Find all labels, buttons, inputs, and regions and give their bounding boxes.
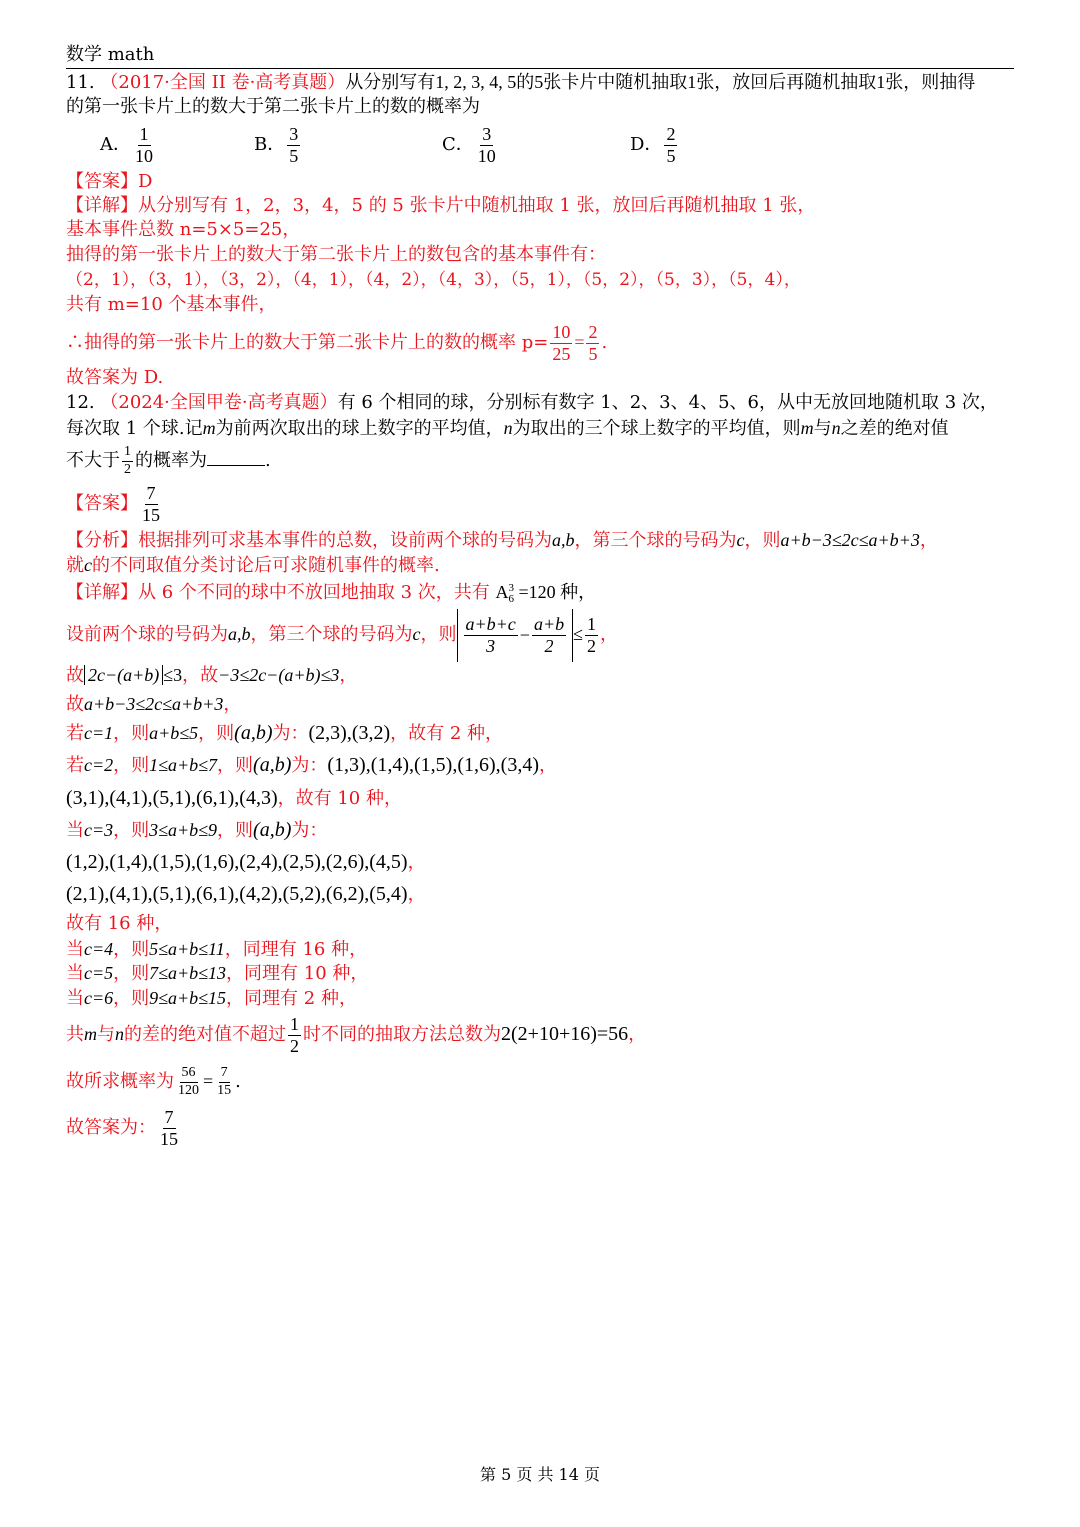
inequality: −3≤2c−(a+b)≤3 [218, 665, 340, 685]
fraction-numerator: 1 [587, 613, 596, 634]
var-ab: a,b [228, 624, 251, 644]
fraction-numerator: 1 [139, 123, 149, 144]
q11-stem-num: 1 [876, 72, 886, 92]
q11-option-d [630, 121, 679, 169]
q12-detail-line4 [66, 692, 241, 717]
detail-text: ，故有 10 种， [277, 788, 402, 809]
fraction [215, 1065, 233, 1098]
detail-text: ，则 [217, 820, 254, 841]
fraction [464, 614, 518, 656]
detail-text: ，则 [217, 755, 254, 776]
detail-text: ， [407, 852, 426, 873]
fraction [586, 322, 599, 364]
detail-text: ， [407, 884, 426, 905]
equals-sign: = [203, 1071, 214, 1091]
q12-stem-text: 每次取 1 个球.记 [66, 418, 203, 439]
detail-text: 当 [66, 988, 84, 1009]
case-c3-total: 故有 16 种， [66, 913, 173, 934]
case-c3-pairs1 [66, 850, 426, 875]
option-fraction [287, 124, 300, 166]
detail-text: 为： [291, 755, 328, 776]
option-label: B． [254, 134, 286, 155]
period: . [265, 450, 271, 471]
q12-total-line [66, 1010, 646, 1059]
var-n: n [503, 418, 513, 438]
inequality: a+b−3≤2c≤a+b+3 [780, 530, 920, 550]
q11-stem-text: 的 [516, 72, 535, 93]
q11-detail-line5: 共有 m=10 个基本事件， [66, 294, 277, 315]
q11-stem-text: 从分别写有 [345, 72, 436, 93]
fraction-numerator: 2 [588, 321, 598, 342]
detail-text: 故答案为： [66, 1117, 156, 1138]
q12-stem-line3 [66, 443, 271, 479]
fraction-denominator: 5 [666, 145, 676, 166]
q11-option-a [100, 121, 157, 169]
fraction-numerator: 2 [666, 123, 676, 144]
answer-label: 【答案】 [66, 493, 138, 514]
detail-text: 故 [66, 665, 84, 686]
fraction-numerator: 7 [219, 1065, 230, 1082]
detail-text: 【详解】从 6 个不同的球中不放回地抽取 3 次，共有 [66, 582, 496, 603]
answer-fraction [140, 483, 162, 525]
q11-detail-line2: 基本事件总数 n=5×5=25， [66, 219, 301, 240]
q12-stem-line2 [66, 416, 949, 441]
fraction-numerator: 7 [164, 1106, 174, 1127]
fraction-numerator: 10 [552, 321, 571, 342]
fraction [532, 614, 566, 656]
detail-text: 时不同的抽取方法总数为 [303, 1024, 501, 1045]
analysis-text: ，则 [744, 530, 781, 551]
fraction-denominator: 25 [552, 343, 571, 364]
detail-text: 故所求概率为 [66, 1071, 174, 1092]
q12-number: 12. [66, 392, 95, 413]
var-ab: a,b [552, 530, 575, 550]
detail-text: 若 [66, 723, 84, 744]
q12-answer [66, 480, 164, 528]
q12-stem-text: 不大于 [66, 450, 120, 471]
detail-text: ，故有 2 种， [390, 723, 504, 744]
equals-sign: = [574, 332, 585, 352]
pair-ab: (a,b) [253, 819, 292, 841]
pairs-list: (2,3),(3,2) [308, 722, 391, 744]
period: . [601, 332, 608, 353]
detail-text: 故 [66, 694, 84, 715]
case-c3 [66, 818, 327, 843]
var-c: c [412, 624, 421, 644]
abs-expression: 2c−(a+b) [84, 665, 163, 685]
q12-stem-text: 的概率为 [135, 450, 207, 471]
var-n: n [831, 418, 841, 438]
q12-detail-line1 [66, 580, 596, 605]
q11-stem-num: 5 [534, 72, 544, 92]
fraction-denominator: 3 [486, 636, 496, 656]
period: . [235, 1071, 241, 1092]
detail-text: ，则 [420, 624, 457, 645]
detail-text: ， [223, 694, 242, 715]
inequality: 5≤a+b≤11 [149, 939, 225, 959]
q12-analysis-line2 [66, 553, 440, 578]
detail-text: ， [538, 755, 557, 776]
case-c3-pairs2 [66, 882, 426, 907]
q12-final-answer [66, 1104, 182, 1152]
detail-text: ，则 [113, 939, 150, 960]
permutation-symbol [495, 581, 515, 605]
detail-text: ，故 [182, 665, 219, 686]
var-c: c [736, 530, 745, 550]
fraction-numerator: a+b [533, 614, 565, 635]
fraction [550, 322, 572, 364]
analysis-text: 就 [66, 555, 84, 576]
detail-text: 当 [66, 963, 84, 984]
q11-conclusion: 故答案为 D. [66, 367, 164, 388]
fraction-numerator: 1 [290, 1013, 299, 1034]
minus-sign: − [519, 624, 530, 645]
condition: c=3 [84, 820, 114, 840]
fraction-denominator: 120 [178, 1082, 199, 1098]
inequality: a+b−3≤2c≤a+b+3 [84, 694, 224, 714]
var-m: m [800, 418, 814, 438]
page-number: 第 5 页 共 14 页 [480, 1465, 600, 1484]
pair-ab: (a,b) [253, 754, 292, 776]
pairs-list: (1,3),(1,4),(1,5),(1,6),(3,4) [327, 754, 539, 776]
total-expression: 2(2+10+16)=56 [501, 1023, 629, 1045]
header-rule [66, 68, 1014, 69]
q11-detail-line6 [66, 318, 607, 367]
inequality: a+b≤5 [149, 723, 199, 743]
fraction-denominator: 5 [588, 343, 598, 364]
inequality: 1≤a+b≤7 [149, 755, 218, 775]
q11-stem-text: 张，放回后再随机抽取 [696, 72, 877, 93]
q11-number: 11. [66, 72, 95, 93]
detail-text: ，同理有 10 种， [226, 963, 369, 984]
inequality: 7≤a+b≤13 [149, 963, 227, 983]
q12-stem-text: 为取出的三个球上数字的平均值，则 [512, 418, 801, 439]
detail-text: ， [600, 624, 618, 645]
detail-text: 为： [272, 723, 309, 744]
fraction-numerator: 1 [122, 444, 133, 461]
detail-text: ，同理有 2 种， [226, 988, 357, 1009]
fraction-numerator: 56 [180, 1065, 198, 1082]
fraction-denominator: 2 [544, 636, 554, 656]
analysis-text: 【分析】根据排列可求基本事件的总数，设前两个球的号码为 [66, 530, 552, 551]
condition: c=2 [84, 755, 114, 775]
detail-text: 当 [66, 820, 84, 841]
detail-math: ≤3 [163, 665, 183, 685]
var-c: c [84, 555, 92, 575]
detail-text: ，则 [113, 755, 150, 776]
pairs-list: (3,1),(4,1),(5,1),(6,1),(4,3) [66, 787, 278, 809]
q11-stem-line1 [66, 70, 975, 95]
var-n: n [115, 1024, 124, 1044]
inequality: 3≤a+b≤9 [149, 820, 218, 840]
case-c5 [66, 961, 368, 986]
q12-stem-text: 有 6 个相同的球，分别标有数字 1、2、3、4、5、6，从中无放回地随机取 3 次， [337, 392, 998, 413]
case-c4 [66, 937, 367, 962]
fraction-denominator: 15 [160, 1128, 178, 1149]
q11-stem-line2: 的第一张卡片上的数大于第二张卡片上的数的概率为 [66, 96, 480, 117]
q11-source: （2017·全国 II 卷·高考真题） [100, 72, 346, 93]
q11-stem-nums: 1, 2, 3, 4, 5 [435, 72, 517, 92]
q11-stem-num: 1 [687, 72, 697, 92]
detail-text: 为： [291, 820, 328, 841]
fraction-denominator: 10 [135, 145, 153, 166]
fraction [585, 614, 598, 656]
absolute-value-expression [457, 609, 574, 662]
fraction-half [288, 1014, 301, 1056]
detail-text: ，则 [113, 723, 150, 744]
case-c2-cont [66, 786, 402, 811]
fraction-numerator: 3 [482, 123, 492, 144]
detail-text: ， [339, 665, 358, 686]
q11-option-c [442, 121, 500, 169]
fraction-numerator: a+b+c [465, 614, 516, 635]
q11-stem-text: 张卡片中随机抽取 [543, 72, 688, 93]
q11-detail-line1: 【详解】从分别写有 1，2，3，4，5 的 5 张卡片中随机抽取 1 张，放回后再随机抽取 1 张， [66, 195, 816, 216]
q11-answer: 【答案】D [66, 171, 153, 192]
q12-stem-line1 [66, 391, 998, 415]
detail-text: ，则 [113, 988, 150, 1009]
detail-text: 的差的绝对值不超过 [124, 1024, 286, 1045]
inequality: 9≤a+b≤15 [149, 988, 227, 1008]
fraction-denominator: 10 [477, 145, 496, 166]
fraction-denominator: 2 [124, 461, 131, 477]
case-c6 [66, 986, 357, 1011]
fraction-denominator: 5 [289, 145, 299, 166]
condition: c=4 [84, 939, 114, 959]
q12-detail-line3 [66, 663, 357, 688]
detail-text: 设前两个球的号码为 [66, 624, 228, 645]
q11-option-b [254, 121, 302, 169]
pair-ab: (a,b) [234, 722, 273, 744]
q11-prob-text: ∴抽得的第一张卡片上的数大于第二张卡片上的数的概率 p= [66, 332, 549, 353]
option-label: A． [100, 134, 131, 155]
le-sign: ≤ [573, 624, 583, 644]
fraction [176, 1065, 201, 1098]
q11-stem-text: 张，则抽得 [885, 72, 976, 93]
detail-text: ，则 [198, 723, 235, 744]
detail-text: 共 [66, 1024, 84, 1045]
option-fraction [133, 124, 155, 166]
q12-probability-line [66, 1061, 241, 1102]
case-c1 [66, 721, 503, 746]
option-label: C． [442, 134, 474, 155]
page-header: 数学 math [66, 44, 155, 65]
perm-sup: 3 [508, 581, 515, 594]
detail-math: =120 种， [514, 582, 597, 602]
analysis-text: 的不同取值分类讨论后可求随机事件的概率. [92, 555, 440, 576]
condition: c=1 [84, 723, 114, 743]
permutation-A: A [495, 582, 509, 602]
fraction-denominator: 15 [142, 504, 160, 525]
condition: c=6 [84, 988, 114, 1008]
fraction-numerator: 3 [289, 123, 299, 144]
q12-stem-text: 为前两次取出的球上数字的平均值， [215, 418, 504, 439]
case-c2 [66, 753, 557, 778]
option-fraction [476, 124, 498, 166]
var-m: m [84, 1024, 97, 1044]
q12-source: （2024·全国甲卷·高考真题） [100, 392, 338, 413]
analysis-text: ，第三个球的号码为 [574, 530, 737, 551]
q12-stem-text: 与 [813, 418, 832, 439]
detail-text: ，则 [113, 820, 150, 841]
q11-detail-line4: （2，1），（3，1），（3，2），（4，1），（4，2），（4，3），（5，1），（5，2），（5，3），（5，4）， [66, 270, 801, 290]
option-label: D． [630, 134, 663, 155]
answer-fraction [158, 1107, 180, 1149]
detail-text: ， [628, 1024, 647, 1045]
fraction-denominator: 15 [217, 1082, 232, 1098]
condition: c=5 [84, 963, 114, 983]
q12-stem-text: 之差的绝对值 [840, 418, 949, 439]
q12-analysis-line1 [66, 528, 938, 553]
perm-sub: 6 [508, 592, 515, 605]
pairs-list: (2,1),(4,1),(5,1),(6,1),(4,2),(5,2),(6,2),(5,4) [66, 883, 408, 905]
q12-detail-line2 [66, 608, 618, 662]
fraction-denominator: 2 [587, 635, 596, 656]
var-m: m [202, 418, 216, 438]
detail-text: 当 [66, 939, 84, 960]
option-fraction [664, 124, 677, 166]
detail-text: ，同理有 16 种， [224, 939, 368, 960]
detail-text: ，第三个球的号码为 [250, 624, 413, 645]
analysis-text: ， [919, 530, 938, 551]
pairs-list: (1,2),(1,4),(1,5),(1,6),(2,4),(2,5),(2,6),(4,5) [66, 851, 408, 873]
fraction-denominator: 2 [290, 1035, 299, 1056]
answer-blank[interactable] [207, 449, 265, 466]
detail-text: 与 [97, 1024, 115, 1045]
fraction-half [122, 444, 133, 477]
fraction-numerator: 7 [146, 482, 156, 503]
detail-text: ，则 [113, 963, 150, 984]
q11-detail-line3: 抽得的第一张卡片上的数大于第二张卡片上的数包含的基本事件有： [66, 244, 606, 265]
detail-text: 若 [66, 755, 84, 776]
